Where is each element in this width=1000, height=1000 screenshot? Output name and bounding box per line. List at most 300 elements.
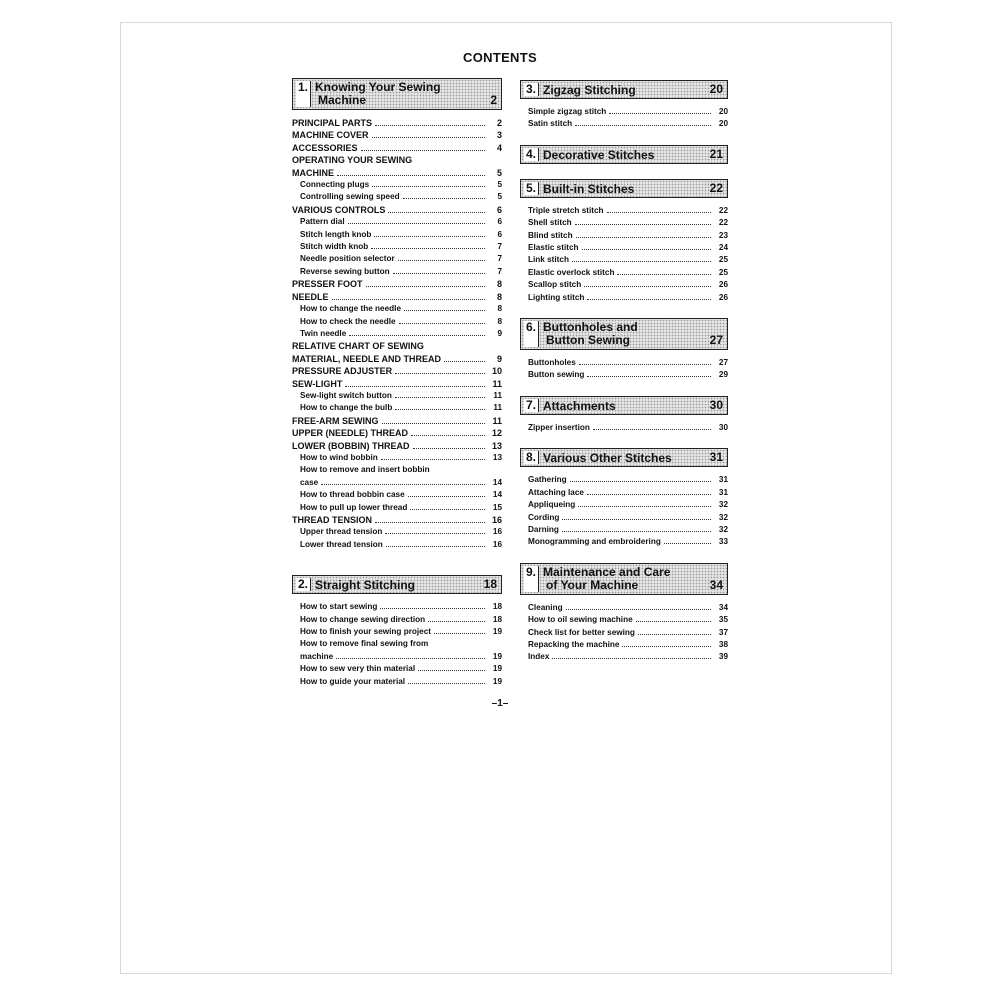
toc-entry-label: VARIOUS CONTROLS [292,204,386,215]
toc-entry-label: Appliqueing [528,500,576,510]
dot-leader [622,646,711,647]
toc-entry-page: 11 [493,403,502,413]
dot-leader [578,506,711,507]
toc-entry[interactable] [292,638,502,650]
toc-entry-label: Twin needle [300,328,347,338]
toc-entry-page: 26 [718,292,728,302]
toc-entry[interactable] [520,106,728,118]
toc-entry[interactable] [520,487,728,499]
toc-entry-page: 10 [491,366,502,377]
toc-entry-page: 11 [492,378,502,389]
toc-entry-label: Elastic overlock stitch [528,267,615,277]
dot-leader [575,224,711,225]
dot-leader [366,286,485,287]
page-title: CONTENTS [463,50,537,65]
toc-list [520,474,728,548]
toc-entry-label: Index [528,652,550,662]
toc-entry-page: 7 [497,254,502,264]
dot-leader [374,236,485,237]
toc-list [520,106,728,131]
dot-leader [428,621,485,622]
toc-entry[interactable] [292,204,502,216]
toc-entry[interactable] [292,266,502,278]
toc-entry[interactable] [520,512,728,524]
toc-entry[interactable] [292,241,502,253]
section-header-decorative-stitches[interactable] [520,145,728,164]
dot-leader [395,397,485,398]
dot-leader [332,299,485,300]
toc-entry-label: Stitch length knob [300,229,372,239]
toc-list [520,602,728,664]
toc-entry[interactable] [292,464,502,476]
toc-entry[interactable] [520,524,728,536]
toc-entry-page: 11 [493,390,502,400]
toc-entry-label: Gathering [528,475,567,485]
section-title [543,397,616,416]
toc-entry-label: MACHINE [292,167,334,178]
section-header-various-other-stitches[interactable] [520,448,728,467]
dot-leader [386,546,485,547]
dot-leader [408,496,485,497]
toc-entry-label: machine [300,651,334,661]
section-title-line: of Your Machine [546,577,639,592]
toc-entry-label: Stitch width knob [300,242,369,252]
section-title-line: Decorative Stitches [543,147,655,162]
toc-entry-label: Reverse sewing button [300,266,390,276]
toc-entry[interactable] [292,378,502,390]
toc-entry-label: Attaching lace [528,487,584,497]
toc-entry-page: 25 [718,267,728,277]
toc-entry-page: 14 [492,477,502,487]
toc-entry[interactable] [520,254,728,266]
dot-leader [375,125,485,126]
toc-entry[interactable] [292,390,502,402]
section-title-line: Machine [318,93,367,107]
toc-entry-page: 26 [718,280,728,290]
dot-leader [562,531,711,532]
dot-leader [337,175,485,176]
dot-leader [579,364,711,365]
toc-entry-page: 13 [491,440,502,451]
section-header-zigzag-stitching[interactable] [520,80,728,99]
toc-entry-label: PRESSURE ADJUSTER [292,366,393,377]
toc-entry-page: 9 [496,353,502,364]
section-page-number: 2 [490,93,497,107]
toc-entry[interactable] [292,489,502,501]
dot-leader [609,113,711,114]
toc-entry[interactable] [292,539,502,551]
toc-entry-label: Cleaning [528,602,563,612]
toc-entry-label: Link stitch [528,255,569,265]
toc-list [292,601,502,688]
toc-entry[interactable] [292,353,502,365]
toc-entry-page: 9 [497,328,502,338]
dot-leader [617,274,711,275]
section-title-line: Built-in Stitches [543,181,635,196]
toc-entry-label: UPPER (NEEDLE) THREAD [292,428,409,439]
toc-entry-page: 38 [718,639,728,649]
toc-entry-page: 8 [496,279,502,290]
toc-entry-label: MATERIAL, NEEDLE AND THREAD [292,353,441,364]
toc-entry-page: 22 [718,218,728,228]
toc-entry-label: OPERATING YOUR SEWING [292,155,413,166]
dot-leader [575,125,711,126]
toc-entry-label: How to oil sewing machine [528,615,633,625]
dot-leader [395,373,485,374]
toc-entry[interactable] [292,167,502,179]
dot-leader [382,423,486,424]
dot-leader [398,260,485,261]
toc-entry-label: Simple zigzag stitch [528,107,607,116]
toc-entry-page: 32 [718,500,728,510]
section-title [543,146,654,165]
toc-entry-label: How to change the bulb [300,403,393,413]
toc-entry-page: 2 [496,118,502,128]
toc-entry-label: Controlling sewing speed [300,192,400,202]
toc-entry-page: 34 [718,602,728,612]
toc-entry-label: Satin stitch [528,119,573,129]
section-header-built-in-stitches[interactable] [520,179,728,198]
toc-entry-label: How to wind bobbin [300,452,378,462]
toc-entry-page: 6 [496,204,502,215]
toc-entry-page: 23 [718,230,728,240]
dot-leader [552,658,711,659]
toc-entry-page: 14 [492,490,502,500]
toc-entry-page: 18 [492,602,502,612]
dot-leader [381,459,485,460]
dot-leader [607,212,711,213]
dot-leader [587,299,711,300]
toc-entry-label: Cording [528,512,560,522]
toc-entry-label: Monogramming and embroidering [528,537,661,547]
dot-leader [587,494,711,495]
toc-entry-label: Lower thread tension [300,539,383,549]
dot-leader [587,376,711,377]
page-number: –1– [491,698,509,709]
toc-entry[interactable] [520,357,728,369]
toc-entry[interactable] [292,216,502,228]
toc-entry-page: 30 [718,422,728,432]
toc-entry[interactable] [292,415,502,427]
toc-entry-page: 8 [496,291,502,302]
dot-leader [336,658,485,659]
dot-leader [408,683,485,684]
toc-entry-label: Check list for better sewing [528,627,635,637]
toc-entry[interactable] [520,474,728,486]
toc-entry[interactable] [292,514,502,526]
section-number: 5. [524,182,539,195]
toc-entry-page: 24 [718,243,728,253]
toc-entry-page: 27 [718,358,728,368]
toc-entry-label: Lighting stitch [528,292,585,302]
toc-entry-page: 8 [497,304,502,314]
toc-entry-page: 12 [491,428,502,439]
toc-entry-page: 19 [492,627,502,637]
toc-entry[interactable] [520,536,728,548]
toc-entry-page: 7 [497,266,502,276]
toc-entry[interactable] [520,627,728,639]
toc-entry[interactable] [292,626,502,638]
toc-entry-page: 22 [718,205,728,215]
dot-leader [385,533,485,534]
toc-entry-page: 7 [497,242,502,252]
section-header-knowing-your-sewing-machine[interactable] [292,78,502,110]
toc-entry[interactable] [292,291,502,303]
dot-leader [410,509,485,510]
toc-entry[interactable] [292,191,502,203]
toc-entry-label: How to finish your sewing project [300,627,432,637]
toc-entry-label: Elastic stitch [528,243,579,253]
toc-entry[interactable] [292,526,502,538]
dot-leader [348,223,485,224]
toc-entry[interactable] [520,602,728,614]
toc-entry-label: Pattern dial [300,217,345,227]
dot-leader [576,237,711,238]
toc-entry-page: 13 [492,452,502,462]
toc-entry-page: 25 [718,255,728,265]
toc-entry[interactable] [520,614,728,626]
toc-entry-label: Connecting plugs [300,180,370,190]
toc-entry-page: 16 [492,527,502,537]
section-title [543,566,670,592]
dot-leader [345,386,485,387]
toc-entry-label: How to sew very thin material [300,664,416,674]
section-header-straight-stitching[interactable] [292,575,502,594]
section-header-attachments[interactable] [520,396,728,415]
section-page-number: 22 [709,180,723,195]
toc-entry[interactable] [520,230,728,242]
section-gap [520,382,728,396]
toc-entry-label: Repacking the machine [528,639,620,649]
dot-leader [562,519,711,520]
toc-entry[interactable] [292,452,502,464]
toc-entry[interactable] [292,303,502,315]
toc-entry-label: How to remove and insert bobbin [300,465,430,475]
toc-entry-page: 8 [497,316,502,326]
toc-entry-label: Triple stretch stitch [528,205,604,215]
toc-list [520,422,728,434]
toc-entry-label: Shell stitch [528,218,572,228]
section-title-line: Knowing Your Sewing [315,80,441,94]
section-title [543,81,636,100]
section-page-number: 34 [709,577,723,592]
toc-entry-label: How to remove final sewing from [300,639,429,649]
toc-entry-label: Scallop stitch [528,280,582,290]
toc-list [292,117,502,551]
section-page-number: 30 [709,397,723,412]
section-title-line: Maintenance and Care [543,564,671,579]
toc-entry-page: 29 [718,370,728,380]
toc-entry-page: 16 [492,539,502,549]
toc-entry-label: How to start sewing [300,602,378,612]
section-gap [292,551,502,575]
toc-entry-page: 6 [497,229,502,239]
toc-entry[interactable] [292,402,502,414]
toc-entry-label: How to pull up lower thread [300,502,408,512]
toc-entry[interactable] [520,639,728,651]
toc-entry[interactable] [292,427,502,439]
toc-entry[interactable] [520,292,728,304]
section-page-number: 31 [709,450,723,465]
toc-entry[interactable] [292,477,502,489]
section-title-line: Attachments [543,398,616,413]
section-title [315,81,441,107]
dot-leader [411,435,485,436]
toc-list [520,205,728,304]
toc-entry[interactable] [292,340,502,352]
dot-leader [393,273,485,274]
section-number: 7. [524,399,539,412]
section-number: 3. [524,83,539,96]
dot-leader [572,261,711,262]
toc-entry-label: Button sewing [528,370,585,380]
dot-leader [404,310,485,311]
toc-entry-page: 4 [496,142,502,153]
toc-entry-label: Needle position selector [300,254,395,264]
toc-entry-page: 5 [497,192,502,202]
toc-entry-page: 19 [492,651,502,661]
toc-entry-label: SEW-LIGHT [292,378,343,389]
toc-entry[interactable] [292,676,502,688]
section-page-number: 21 [709,146,723,161]
dot-leader [372,186,485,187]
dot-leader [321,484,485,485]
dot-leader [388,212,485,213]
toc-entry-page: 39 [718,652,728,662]
toc-entry[interactable] [292,278,502,290]
toc-entry[interactable] [520,369,728,381]
dot-leader [372,137,485,138]
toc-entry-label: LOWER (BOBBIN) THREAD [292,440,410,451]
dot-leader [371,248,485,249]
section-title-line: Button Sewing [546,333,630,348]
toc-entry[interactable] [292,663,502,675]
section-title [543,180,634,199]
toc-entry-page: 15 [492,502,502,512]
toc-list [520,357,728,382]
toc-entry-label: Sew-light switch button [300,390,392,400]
toc-entry-label: THREAD TENSION [292,515,373,525]
toc-entry[interactable] [520,217,728,229]
toc-entry-label: Zipper insertion [528,422,590,432]
toc-entry-page: 11 [492,415,502,426]
toc-entry[interactable] [292,502,502,514]
toc-entry-page: 35 [718,615,728,625]
toc-entry-label: Blind stitch [528,230,573,240]
dot-leader [434,633,485,634]
section-number: 6. [524,321,539,347]
toc-entry[interactable] [292,229,502,241]
dot-leader [664,543,711,544]
toc-entry[interactable] [520,651,728,663]
toc-entry-label: ACCESSORIES [292,142,358,153]
toc-entry-label: How to guide your material [300,676,406,686]
section-number: 4. [524,148,539,161]
toc-entry-label: MACHINE COVER [292,130,369,141]
toc-entry-page: 37 [718,627,728,637]
section-gap [520,549,728,563]
section-number: 1. [296,81,311,107]
toc-entry-label: How to change sewing direction [300,614,426,624]
dot-leader [399,323,485,324]
section-title-line: Buttonholes and [543,320,638,335]
dot-leader [403,198,485,199]
section-page-number: 27 [709,333,723,348]
section-header-buttonholes-and-button-sewing[interactable] [520,318,728,350]
toc-entry-page: 32 [718,524,728,534]
section-title-line: Zigzag Stitching [543,83,636,97]
toc-entry-page: 31 [718,475,728,485]
toc-entry[interactable] [520,205,728,217]
right-column [520,80,728,664]
section-header-maintenance-and-care-of-your-machine[interactable] [520,563,728,595]
toc-entry[interactable] [292,651,502,663]
toc-entry-page: 6 [497,217,502,227]
toc-entry[interactable] [520,279,728,291]
dot-leader [593,429,711,430]
toc-entry-page: 33 [718,537,728,547]
toc-entry[interactable] [292,142,502,154]
toc-entry[interactable] [292,614,502,626]
dot-leader [375,522,485,523]
section-title-line: Straight Stitching [315,578,415,593]
toc-entry[interactable] [292,365,502,377]
toc-entry-page: 5 [497,180,502,190]
toc-entry-label: How to thread bobbin case [300,490,405,500]
section-title [543,449,672,468]
toc-entry[interactable] [292,117,502,129]
toc-entry[interactable] [520,422,728,434]
toc-entry[interactable] [292,179,502,191]
toc-entry-page: 31 [718,487,728,497]
toc-entry-page: 19 [492,664,502,674]
toc-entry[interactable] [520,118,728,130]
toc-entry[interactable] [292,154,502,166]
toc-entry[interactable] [292,253,502,265]
toc-entry-label: Darning [528,524,559,534]
toc-entry-page: 5 [496,167,502,178]
dot-leader [570,481,711,482]
toc-entry[interactable] [292,601,502,613]
dot-leader [413,448,486,449]
dot-leader [349,335,485,336]
dot-leader [638,634,711,635]
section-number: 8. [524,451,539,464]
toc-entry[interactable] [292,328,502,340]
toc-entry[interactable] [292,440,502,452]
toc-entry-label: case [300,477,319,487]
toc-entry-page: 3 [496,130,502,141]
section-page-number: 20 [709,82,723,96]
toc-entry-label: Upper thread tension [300,527,383,537]
toc-entry[interactable] [292,129,502,141]
toc-entry-label: RELATIVE CHART OF SEWING [292,341,424,352]
section-title [315,576,415,595]
toc-entry-page: 16 [491,515,502,525]
section-gap [520,131,728,145]
toc-entry-page: 19 [492,676,502,686]
section-gap [520,171,728,179]
left-column [292,78,502,688]
toc-entry-page: 18 [492,614,502,624]
toc-entry-label: PRINCIPAL PARTS [292,118,373,128]
dot-leader [582,249,711,250]
dot-leader [566,609,711,610]
toc-entry[interactable] [520,499,728,511]
toc-entry[interactable] [292,316,502,328]
toc-entry[interactable] [520,242,728,254]
toc-entry[interactable] [520,267,728,279]
